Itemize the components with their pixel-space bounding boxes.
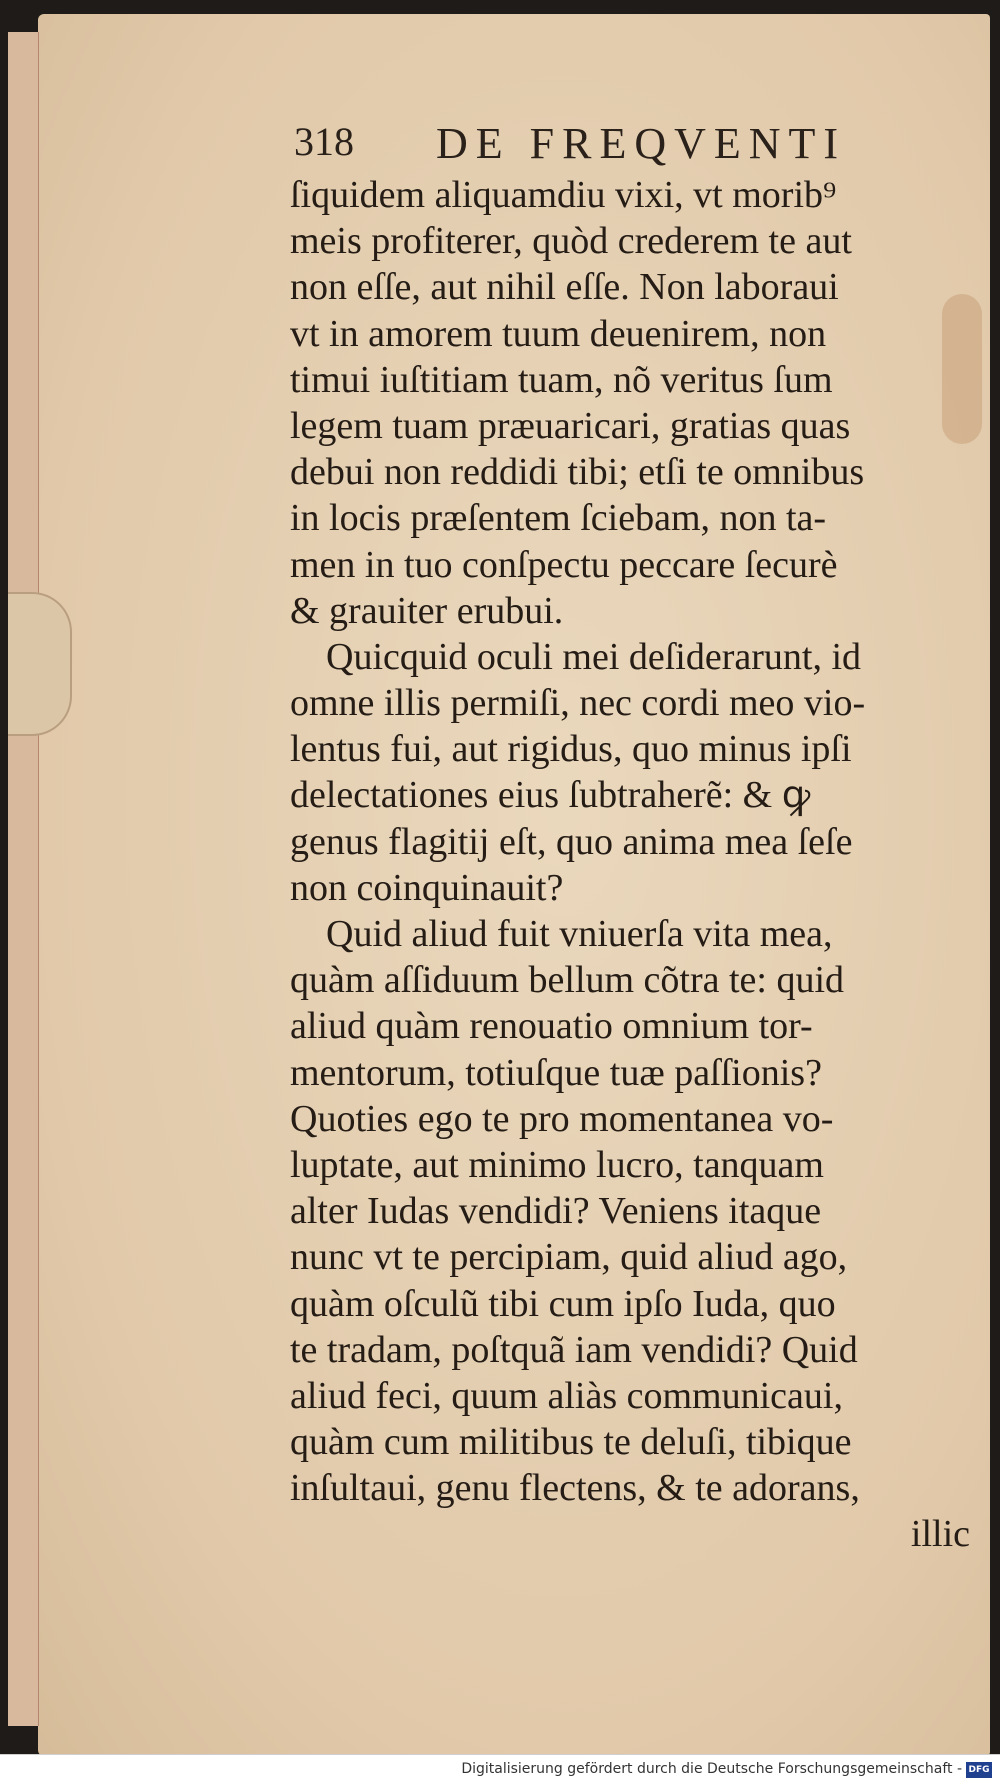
text-line: inſultaui, genu flectens, & te adorans,	[290, 1467, 860, 1510]
text-line: quàm cum militibus te deluſi, tibique	[290, 1421, 852, 1464]
text-line: men in tuo conſpectu peccare ſecurè	[290, 543, 838, 586]
text-line: debui non reddidi tibi; etſi te omnibus	[290, 451, 865, 494]
text-line: mentorum, totiuſque tuæ paſſionis?	[290, 1051, 822, 1094]
text-line: meis profiterer, quòd crederem te aut	[290, 220, 852, 263]
footer-credit: Digitalisierung gefördert durch die Deutsche Forschungsgemeinschaft -	[461, 1761, 962, 1777]
text-line: ſiquidem aliquamdiu vixi, vt morib⁹	[290, 174, 837, 216]
page-header	[294, 118, 854, 168]
text-line: delectationes eius ſubtraherẽ: & ꝙ	[290, 774, 811, 817]
text-line: aliud quàm renouatio omnium tor-	[290, 1005, 813, 1048]
text-line: vt in amorem tuum deuenirem, non	[290, 312, 827, 355]
text-line: aliud feci, quum aliàs communicaui,	[290, 1374, 843, 1417]
page-number: 318	[294, 119, 354, 164]
text-line: legem tuam præuaricari, gratias quas	[290, 404, 851, 447]
running-title: DE FREQVENTI	[436, 119, 847, 168]
text-line: genus flagitij eſt, quo anima mea ſeſe	[290, 820, 853, 863]
page-tab	[8, 592, 72, 736]
text-line: Quoties ego te pro momentanea vo-	[290, 1097, 834, 1140]
text-line: Quid aliud fuit vniuerſa vita mea,	[326, 913, 833, 955]
text-line: non coinquinauit?	[290, 866, 564, 909]
text-line: alter Iudas vendidi? Veniens itaque	[290, 1190, 822, 1233]
text-line: Quicquid oculi mei deſiderarunt, id	[326, 635, 862, 678]
text-line: timui iuſtitiam tuam, nõ veritus ſum	[290, 358, 833, 401]
body-text	[290, 172, 970, 1558]
text-line: non eſſe, aut nihil eſſe. Non laboraui	[290, 266, 839, 309]
text-line: lentus fui, aut rigidus, quo minus ipſi	[290, 728, 852, 771]
text-line: luptate, aut minimo lucro, tanquam	[290, 1143, 824, 1186]
text-line: te tradam, poſtquã iam vendidi? Quid	[290, 1328, 858, 1371]
page-edge	[28, 32, 39, 1726]
text-line: nunc vt te percipiam, quid aliud ago,	[290, 1236, 848, 1279]
text-line: omne illis permiſi, nec cordi meo vio-	[290, 682, 866, 725]
dfg-logo-icon: DFG	[966, 1762, 992, 1778]
text-line: quàm oſculũ tibi cum ipſo Iuda, quo	[290, 1282, 836, 1325]
text-line: in locis præſentem ſciebam, non ta-	[290, 497, 827, 540]
text-line: & grauiter erubui.	[290, 589, 564, 632]
catchword: illic	[910, 1513, 970, 1556]
digitization-footer	[0, 1754, 1000, 1787]
text-line: quàm aſſiduum bellum cõtra te: quid	[290, 959, 845, 1002]
